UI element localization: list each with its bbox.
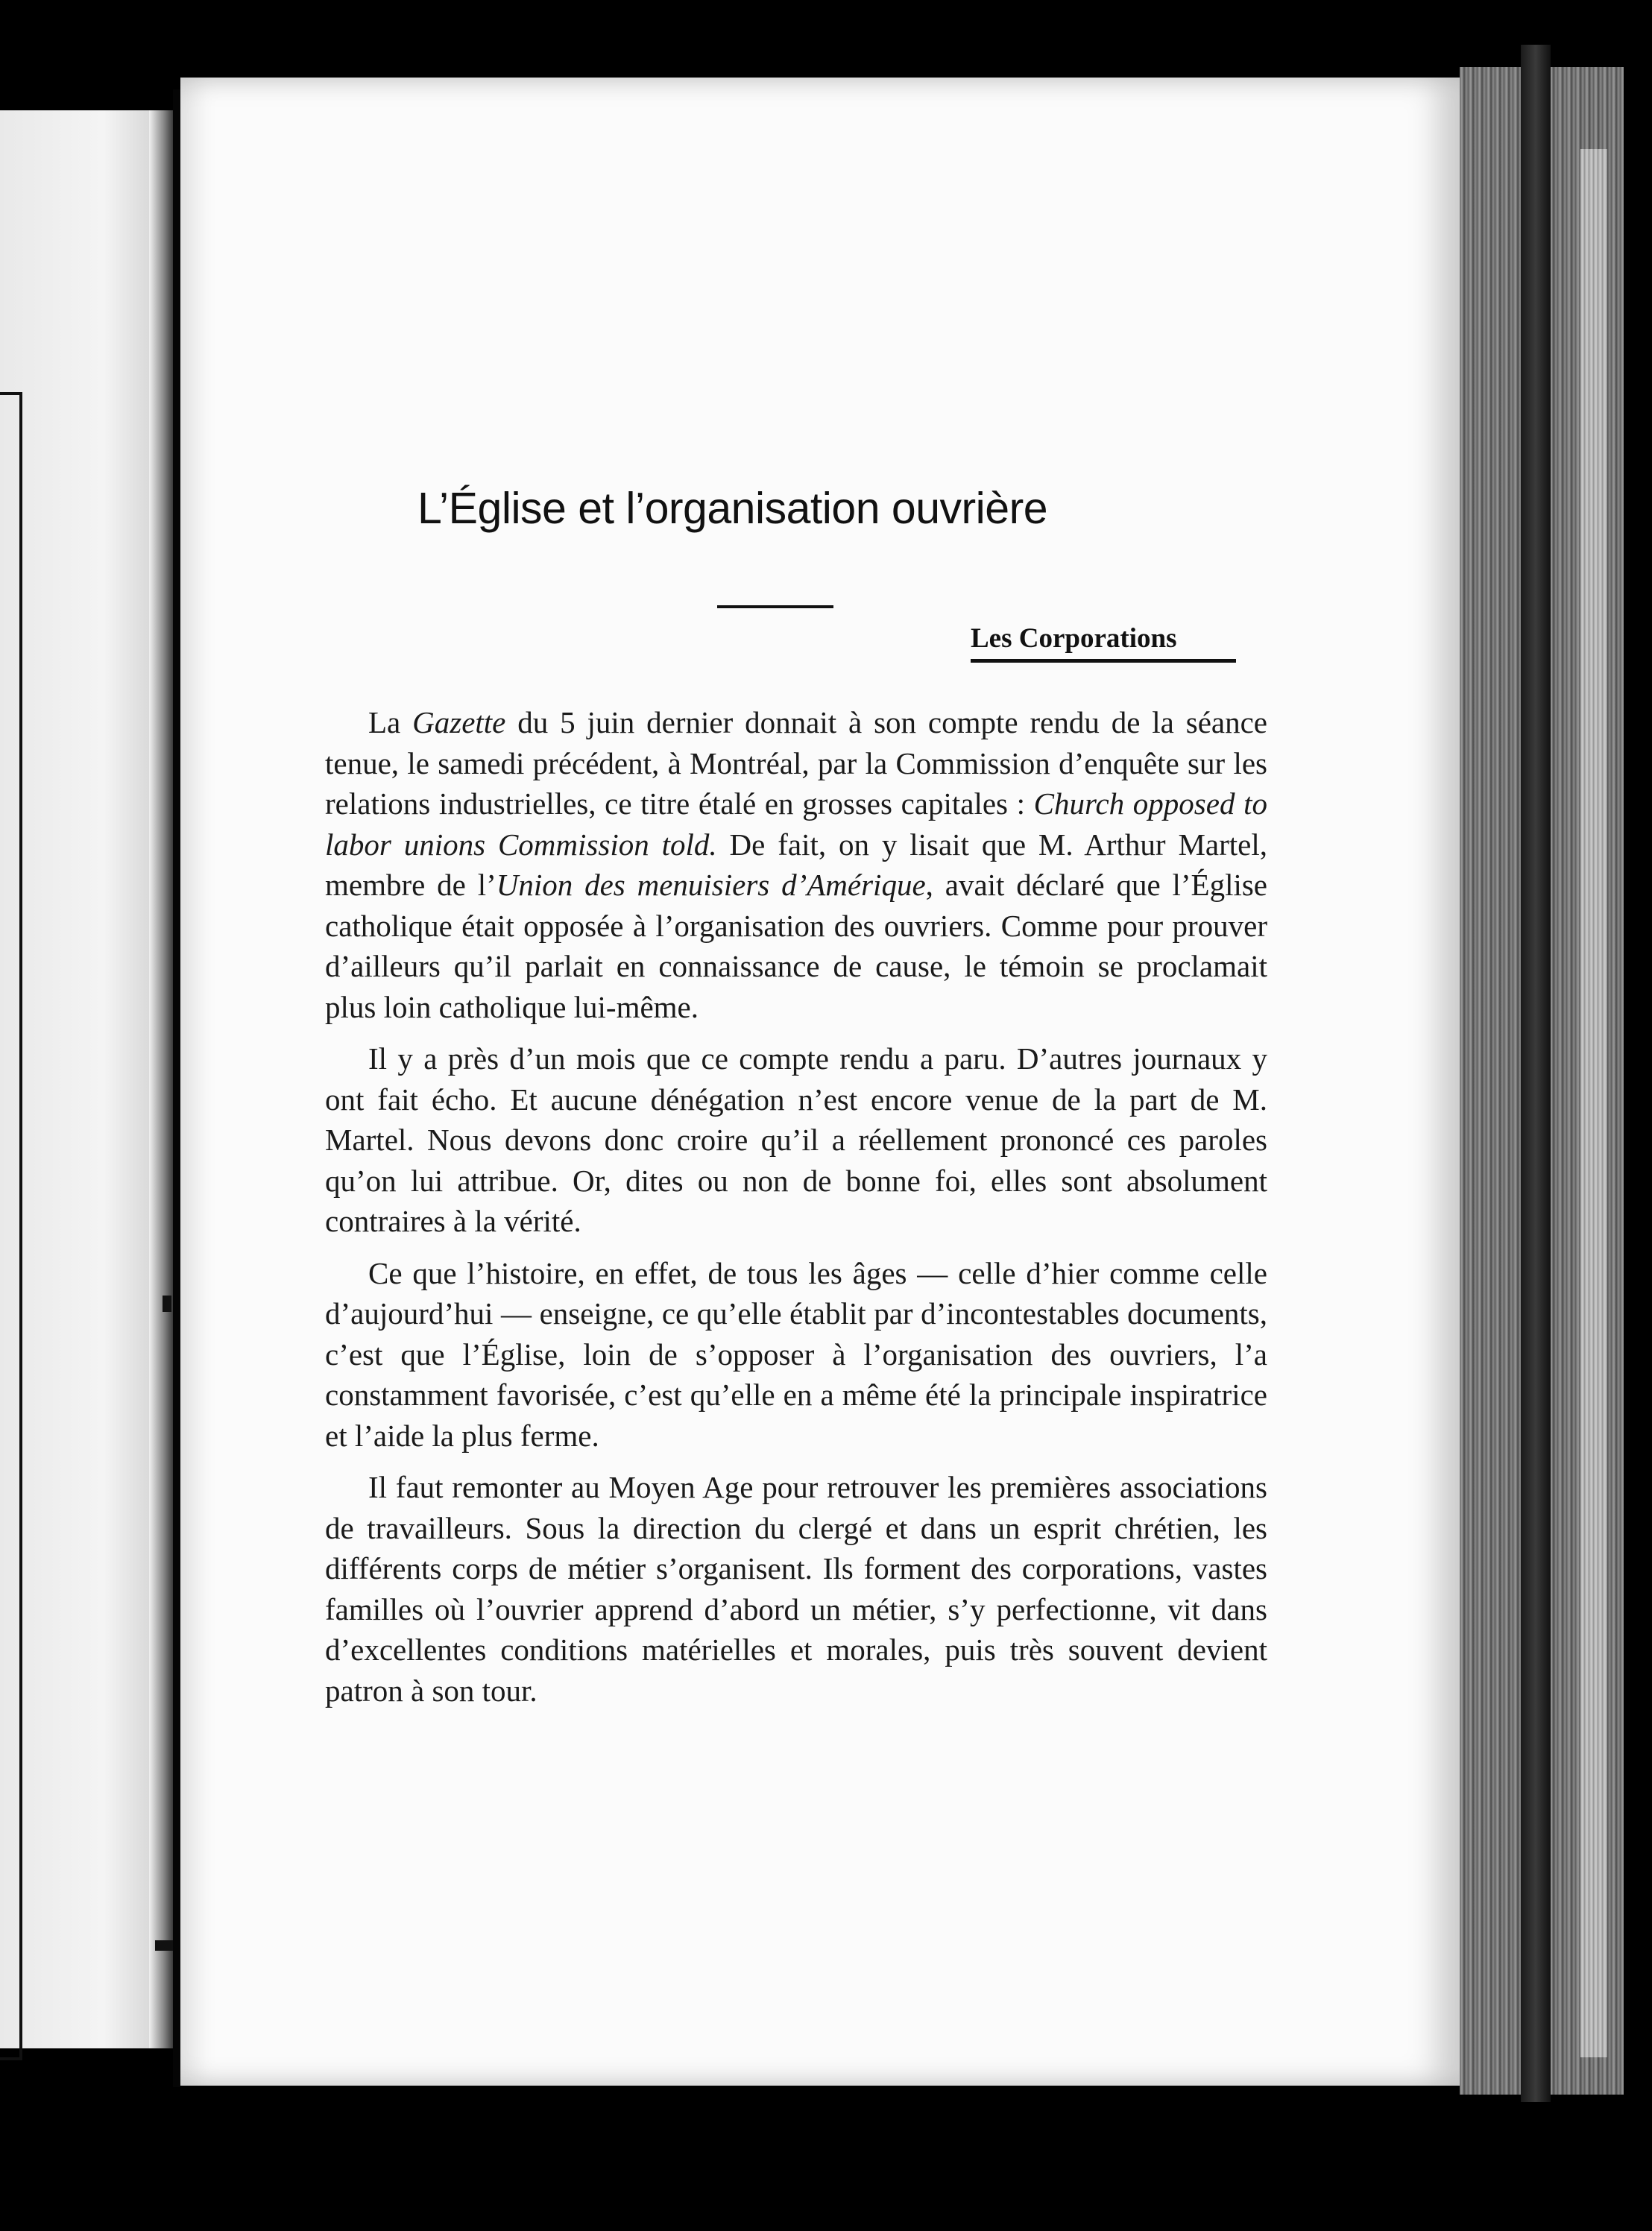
page-title: L’Église et l’organisation ouvrière — [417, 484, 1048, 533]
body-text — [325, 702, 1267, 1722]
text-run: De fait, on y lisait que M. Arthur Martel, membre de l’ — [325, 827, 1267, 902]
text-run: Ce que l’histoire, en effet, de tous les âges — celle d’hier comme celle d’aujourd’hui — enseigne, ce qu’elle établit par d’incontestables documents, c’est que l’Église, loin de s’opposer à l’organisation des ouvriers, l’a constamment favorisée, c’est qu’elle en a même été la principale inspiratrice et l’aide la plus ferme. — [325, 1255, 1267, 1453]
text-run: La — [368, 705, 413, 739]
paragraph — [325, 1253, 1267, 1457]
italic-text: Union des menuisiers d’Amérique — [496, 868, 926, 902]
gutter-mark — [163, 1296, 171, 1312]
text-run: Il y a près d’un mois que ce compte rendu a paru. D’autres journaux y ont fait écho. Et aucune dénégation n’est encore venue de la part de M. Martel. Nous devons donc croire qu’il a réellement prononcé ces paroles qu’on lui attribue. Or, dites ou non de bonne foi, elles sont absolument contraires à la vérité. — [325, 1041, 1267, 1238]
section-underline — [971, 659, 1236, 663]
paragraph — [325, 1467, 1267, 1711]
italic-text: Church opposed to labor unions Commission told. — [325, 786, 1267, 862]
text-run: , avait déclaré que l’Église catholique était opposée à l’organisation des ouvriers. Comme pour prouver d’ailleurs qu’il parlait en connaissance de cause, le témoin se proclamait plus loin catholique lui-même. — [325, 868, 1268, 1024]
section-heading: Les Corporations — [971, 623, 1177, 654]
title-divider — [717, 605, 833, 608]
previous-page-frame — [0, 392, 22, 2060]
gutter-mark — [155, 1940, 174, 1951]
text-run: du 5 juin dernier donnait à son compte rendu de la séance tenue, le samedi précédent, à Montréal, par la Commission d’enquête sur les relations industrielles, ce titre étalé en grosses capitales : — [325, 705, 1267, 821]
book-spine — [173, 89, 180, 2087]
previous-page — [0, 110, 173, 2048]
previous-page-gutter — [149, 110, 173, 2048]
italic-text: Gazette — [412, 705, 506, 739]
paragraph — [325, 702, 1267, 1027]
page-edges-outer — [1580, 149, 1607, 2057]
text-run: Il faut remonter au Moyen Age pour retrouver les premières associations de travailleurs. Sous la direction du clergé et dans un esprit chrétien, les différents corps de métier s’organisent. Ils forment des corporations, vastes familles où l’ouvrier apprend d’abord un métier, s’y perfectionne, vit dans d’excellentes conditions matérielles et morales, puis très souvent devient patron à son tour. — [325, 1470, 1267, 1708]
page-edges-shadow — [1521, 45, 1551, 2102]
paragraph — [325, 1038, 1267, 1242]
